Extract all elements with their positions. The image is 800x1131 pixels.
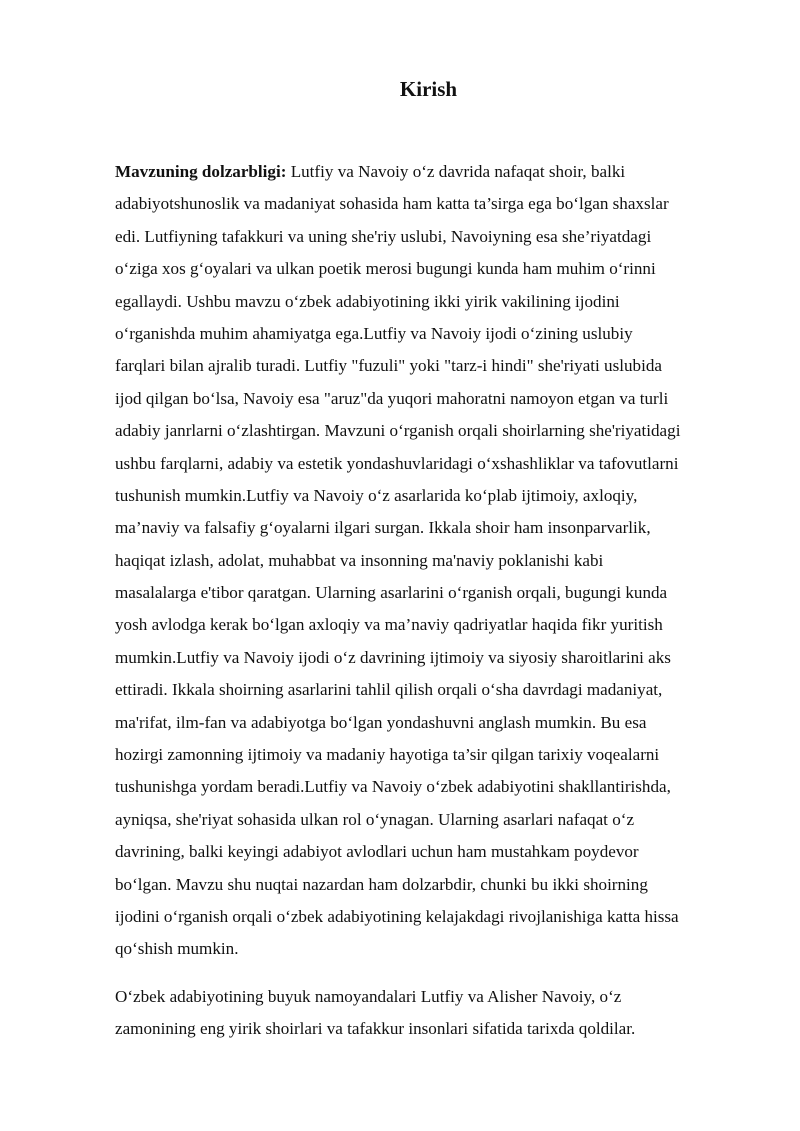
paragraph-line: zamonining eng yirik shoirlari va tafakkur insonlari sifatida tarixda qoldilar. xyxy=(115,1019,636,1039)
paragraph-line: egallaydi. Ushbu mavzu o‘zbek adabiyotining ikki yirik vakilining ijodini xyxy=(115,291,620,311)
paragraph-line: tushunish mumkin.Lutfiy va Navoiy o‘z asarlarida ko‘plab ijtimoiy, axloqiy, xyxy=(115,485,638,505)
document-body xyxy=(115,156,730,1046)
paragraph-line: ayniqsa, she'riyat sohasida ulkan rol o‘ynagan. Ularning asarlari nafaqat o‘z xyxy=(115,809,635,829)
paragraph-line: o‘rganishda muhim ahamiyatga ega.Lutfiy va Navoiy ijodi o‘zining uslubiy xyxy=(115,323,633,343)
paragraph-lead-heading: Mavzuning dolzarbligi: xyxy=(115,162,287,181)
paragraph-line-text: Lutfiy va Navoiy o‘z davrida nafaqat shoir, balki xyxy=(286,162,626,181)
paragraph-line: ijod qilgan bo‘lsa, Navoiy esa "aruz"da yuqori mahoratni namoyon etgan va turli xyxy=(115,388,669,408)
paragraph-line: ettiradi. Ikkala shoirning asarlarini tahlil qilish orqali o‘sha davrdagi madaniyat, xyxy=(115,680,663,700)
paragraph-line: ijodini o‘rganish orqali o‘zbek adabiyotining kelajakdagi rivojlanishiga katta hissa xyxy=(115,906,679,926)
paragraph-line: hozirgi zamonning ijtimoiy va madaniy hayotiga ta’sir qilgan tarixiy voqealarni xyxy=(115,745,660,765)
paragraph-line: adabiy janrlarni o‘zlashtirgan. Mavzuni o‘rganish orqali shoirlarning she'riyatidagi xyxy=(115,421,681,441)
paragraph-introduction xyxy=(115,981,730,1046)
paragraph-line: masalalarga e'tibor qaratgan. Ularning asarlarini o‘rganish orqali, bugungi kunda xyxy=(115,583,668,603)
paragraph-line: ma'rifat, ilm-fan va adabiyotga bo‘lgan yondashuvni anglash mumkin. Bu esa xyxy=(115,712,647,732)
paragraph-line: yosh avlodga kerak bo‘lgan axloqiy va ma’naviy qadriyatlar haqida fikr yuritish xyxy=(115,615,663,635)
paragraph-line: O‘zbek adabiyotining buyuk namoyandalari Lutfiy va Alisher Navoiy, o‘z xyxy=(115,986,622,1006)
paragraph-line: haqiqat izlash, adolat, muhabbat va insonning ma'naviy poklanishi kabi xyxy=(115,550,604,570)
paragraph-line: o‘ziga xos g‘oyalari va ulkan poetik merosi bugungi kunda ham muhim o‘rinni xyxy=(115,259,656,279)
paragraph-line: mumkin.Lutfiy va Navoiy ijodi o‘z davrining ijtimoiy va siyosiy sharoitlarini aks xyxy=(115,647,671,667)
paragraph-line: tushunishga yordam beradi.Lutfiy va Navoiy o‘zbek adabiyotini shakllantirishda, xyxy=(115,777,671,797)
paragraph-line: qo‘shish mumkin. xyxy=(115,939,239,959)
paragraph-line: bo‘lgan. Mavzu shu nuqtai nazardan ham dolzarbdir, chunki bu ikki shoirning xyxy=(115,874,648,894)
paragraph-relevance xyxy=(115,156,730,966)
page-title: Kirish xyxy=(399,77,458,101)
paragraph-line: davrining, balki keyingi adabiyot avlodlari uchun ham mustahkam poydevor xyxy=(115,842,639,862)
paragraph-line: adabiyotshunoslik va madaniyat sohasida ham katta ta’sirga ega bo‘lgan shaxslar xyxy=(115,194,669,214)
paragraph-line xyxy=(115,156,730,188)
paragraph-line: ushbu farqlarni, adabiy va estetik yondashuvlaridagi o‘xshashliklar va tafovutlarni xyxy=(115,453,679,473)
paragraph-line: edi. Lutfiyning tafakkuri va uning she'riy uslubi, Navoiyning esa she’riyatdagi xyxy=(115,226,652,246)
paragraph-line: farqlari bilan ajralib turadi. Lutfiy "fuzuli" yoki "tarz-i hindi" she'riyati uslubida xyxy=(115,356,662,376)
paragraph-line: ma’naviy va falsafiy g‘oyalarni ilgari surgan. Ikkala shoir ham insonparvarlik, xyxy=(115,518,651,538)
